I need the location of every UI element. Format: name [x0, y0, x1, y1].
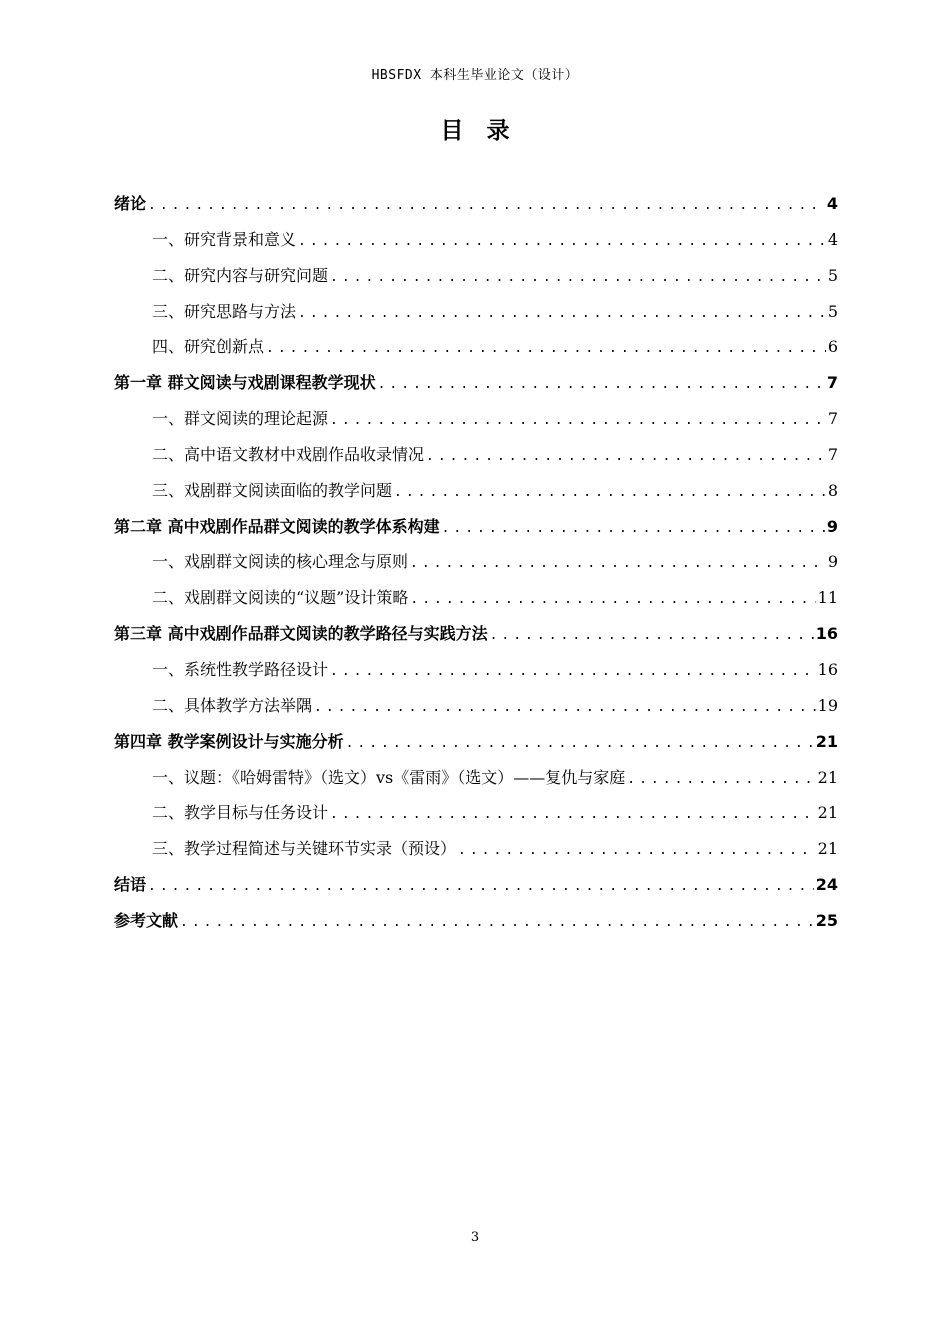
toc-entry-page: 8: [827, 480, 838, 500]
toc-chapter-entry[interactable]: [114, 867, 838, 903]
toc-entry-label: 三、研究思路与方法: [152, 301, 297, 321]
toc-dot-leader: [488, 618, 814, 652]
toc-chapter-entry[interactable]: [114, 365, 838, 401]
toc-entry-label: 二、教学目标与任务设计: [152, 803, 329, 823]
toc-entry-label: 二、戏剧群文阅读的“议题”设计策略: [152, 588, 409, 608]
toc-section-entry[interactable]: [114, 652, 838, 688]
toc-section-entry[interactable]: [114, 831, 838, 867]
toc-entry-label: 一、戏剧群文阅读的核心理念与原则: [152, 552, 409, 572]
toc-entry-page: 16: [815, 624, 838, 644]
toc-entry-label: 第一章 群文阅读与戏剧课程教学现状: [114, 373, 376, 393]
running-header: HBSFDX 本科生毕业论文（设计）: [371, 68, 579, 83]
toc-chapter-entry[interactable]: [114, 509, 838, 545]
toc-entry-label: 一、系统性教学路径设计: [152, 659, 329, 679]
toc-entry-page: 9: [826, 516, 838, 536]
toc-entry-page: 11: [817, 588, 838, 608]
table-of-contents: [114, 186, 838, 939]
toc-section-entry[interactable]: [114, 258, 838, 294]
toc-section-entry[interactable]: [114, 760, 838, 796]
toc-entry-label: 第二章 高中戏剧作品群文阅读的教学体系构建: [114, 516, 440, 536]
toc-dot-leader: [625, 762, 815, 796]
toc-dot-leader: [440, 511, 825, 545]
toc-chapter-entry[interactable]: [114, 186, 838, 222]
toc-entry-page: 6: [827, 337, 838, 357]
toc-section-entry[interactable]: [114, 795, 838, 831]
toc-dot-leader: [328, 403, 826, 437]
toc-chapter-entry[interactable]: [114, 903, 838, 939]
toc-dot-leader: [178, 905, 814, 939]
toc-entry-page: 4: [827, 229, 838, 249]
toc-dot-leader: [408, 582, 815, 616]
toc-section-entry[interactable]: [114, 401, 838, 437]
toc-title: 目 录: [440, 118, 510, 144]
toc-section-entry[interactable]: [114, 688, 838, 724]
toc-entry-label: 一、议题：《哈姆雷特》（选文）vs《雷雨》（选文）——复仇与家庭: [152, 767, 626, 787]
toc-dot-leader: [408, 546, 826, 580]
toc-entry-label: 结语: [114, 875, 147, 895]
toc-entry-page: 5: [827, 301, 838, 321]
toc-entry-page: 9: [827, 552, 838, 572]
toc-entry-page: 24: [815, 875, 838, 895]
toc-entry-label: 三、教学过程简述与关键环节实录（预设）: [152, 839, 457, 859]
toc-section-entry[interactable]: [114, 294, 838, 330]
toc-entry-page: 25: [815, 910, 838, 930]
toc-section-entry[interactable]: [114, 544, 838, 580]
toc-dot-leader: [344, 726, 814, 760]
toc-entry-page: 21: [817, 767, 838, 787]
toc-section-entry[interactable]: [114, 437, 838, 473]
toc-entry-label: 四、研究创新点: [152, 337, 265, 357]
toc-entry-label: 二、研究内容与研究问题: [152, 265, 329, 285]
toc-entry-page: 19: [817, 695, 838, 715]
toc-chapter-entry[interactable]: [114, 724, 838, 760]
toc-entry-page: 7: [826, 373, 838, 393]
toc-dot-leader: [376, 367, 825, 401]
toc-dot-leader: [456, 833, 816, 867]
toc-dot-leader: [424, 439, 826, 473]
toc-entry-page: 21: [817, 803, 838, 823]
toc-section-entry[interactable]: [114, 473, 838, 509]
toc-entry-page: 4: [826, 194, 838, 213]
toc-entry-page: 16: [817, 659, 838, 679]
toc-entry-page: 21: [815, 731, 838, 751]
toc-dot-leader: [146, 188, 825, 222]
toc-dot-leader: [146, 869, 814, 903]
toc-entry-label: 二、高中语文教材中戏剧作品收录情况: [152, 444, 425, 464]
toc-dot-leader: [264, 331, 826, 365]
toc-section-entry[interactable]: [114, 329, 838, 365]
toc-entry-label: 参考文献: [114, 910, 179, 930]
toc-section-entry[interactable]: [114, 222, 838, 258]
toc-entry-page: 21: [817, 839, 838, 859]
toc-entry-label: 第三章 高中戏剧作品群文阅读的教学路径与实践方法: [114, 624, 488, 644]
toc-dot-leader: [328, 260, 826, 294]
toc-entry-label: 三、戏剧群文阅读面临的教学问题: [152, 480, 393, 500]
toc-dot-leader: [312, 690, 816, 724]
toc-entry-label: 第四章 教学案例设计与实施分析: [114, 731, 344, 751]
toc-section-entry[interactable]: [114, 580, 838, 616]
page-number: 3: [470, 1230, 480, 1245]
toc-dot-leader: [392, 475, 826, 509]
toc-dot-leader: [296, 224, 826, 258]
toc-entry-label: 绪论: [114, 194, 147, 213]
toc-entry-page: 7: [827, 444, 838, 464]
toc-entry-label: 一、研究背景和意义: [152, 229, 297, 249]
toc-entry-label: 一、群文阅读的理论起源: [152, 409, 329, 429]
toc-dot-leader: [296, 296, 826, 330]
toc-entry-page: 5: [827, 265, 838, 285]
toc-dot-leader: [328, 797, 816, 831]
toc-dot-leader: [328, 654, 816, 688]
toc-chapter-entry[interactable]: [114, 616, 838, 652]
toc-entry-label: 二、具体教学方法举隅: [152, 695, 313, 715]
toc-entry-page: 7: [827, 409, 838, 429]
